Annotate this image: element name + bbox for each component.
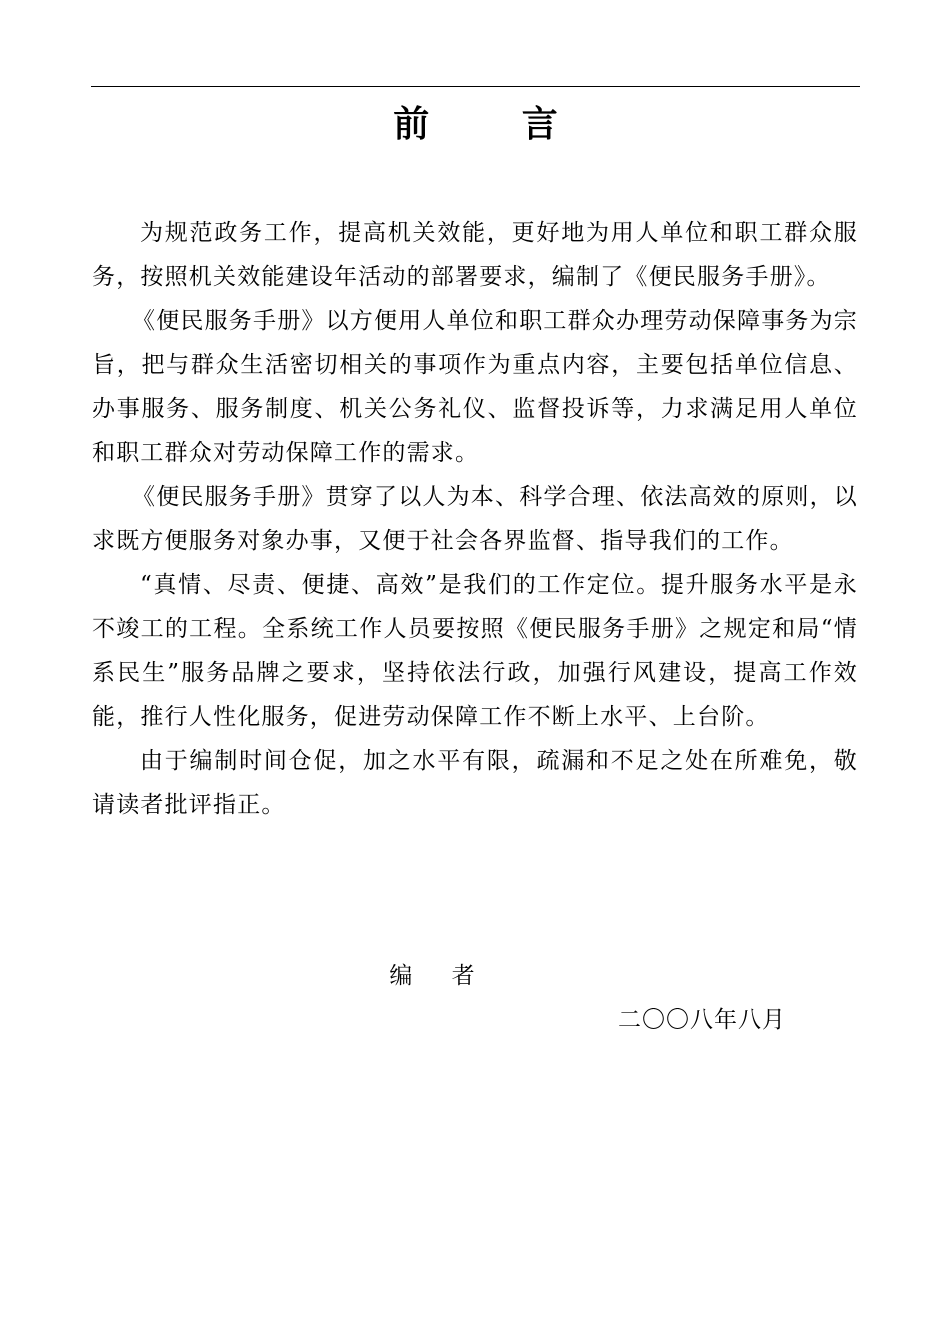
author-signature: 编 者 — [389, 963, 491, 989]
preface-body — [92, 211, 858, 827]
paragraph-3: 《便民服务手册》贯穿了以人为本、科学合理、依法高效的原则，以求既方便服务对象办事，又便于社会各界监督、指导我们的工作。 — [92, 484, 858, 554]
page-title: 前 言 — [393, 104, 598, 145]
paragraph-2: 《便民服务手册》以方便用人单位和职工群众办理劳动保障事务为宗旨，把与群众生活密切相关的事项作为重点内容，主要包括单位信息、办事服务、服务制度、机关公务礼仪、监督投诉等，力求满足用人单位和职工群众对劳动保障工作的需求。 — [92, 308, 858, 466]
paragraph-5: 由于编制时间仓促，加之水平有限，疏漏和不足之处在所难免，敬请读者批评指正。 — [92, 748, 858, 818]
header-rule — [91, 86, 860, 87]
paragraph-1: 为规范政务工作，提高机关效能，更好地为用人单位和职工群众服务，按照机关效能建设年活动的部署要求，编制了《便民服务手册》。 — [92, 220, 858, 290]
paragraph-4: “真情、尽责、便捷、高效”是我们的工作定位。提升服务水平是永不竣工的工程。全系统工作人员要按照《便民服务手册》之规定和局“情系民生”服务品牌之要求，坚持依法行政，加强行风建设，提高工作效能，推行人性化服务，促进劳动保障工作不断上水平、上台阶。 — [92, 572, 858, 730]
date-line: 二〇〇八年八月 — [618, 1007, 786, 1033]
